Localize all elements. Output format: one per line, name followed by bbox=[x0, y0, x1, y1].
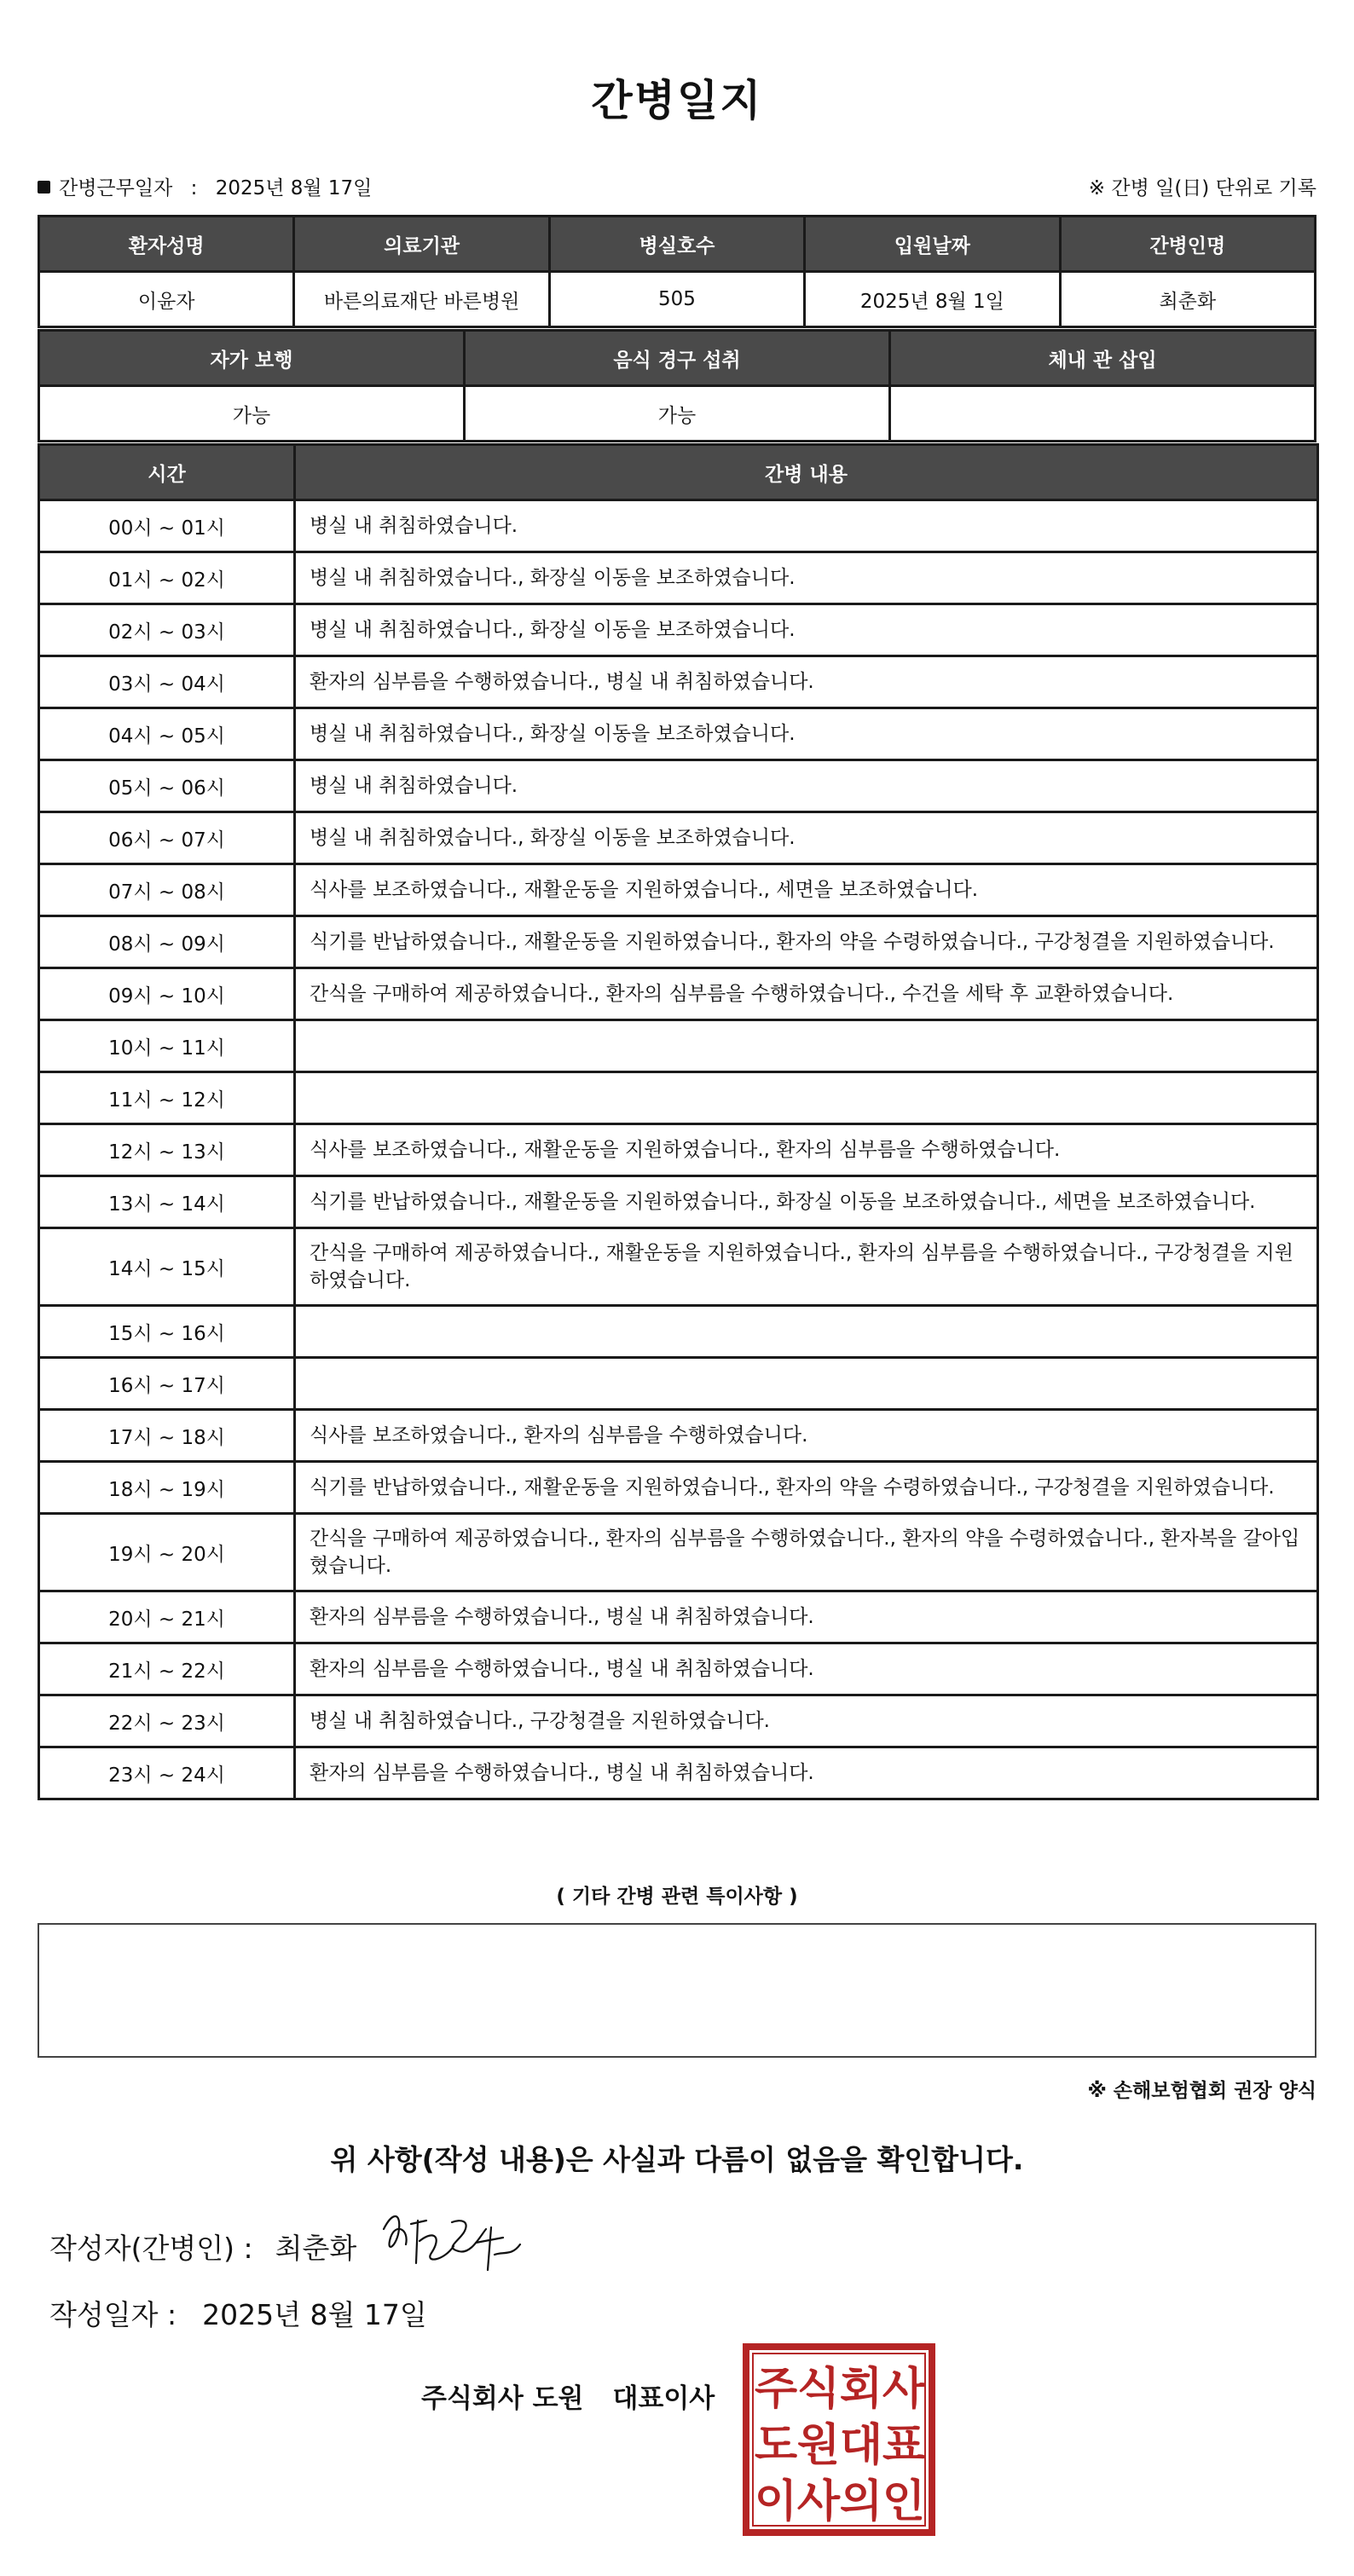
log-time: 03시 ~ 04시 bbox=[39, 656, 295, 708]
log-time: 22시 ~ 23시 bbox=[39, 1695, 295, 1747]
table-row bbox=[39, 1591, 1318, 1643]
seal-character: 식 bbox=[796, 2364, 841, 2415]
table-row bbox=[39, 1358, 1318, 1410]
table-row bbox=[39, 1410, 1318, 1462]
log-content: 환자의 심부름을 수행하였습니다., 병실 내 취침하였습니다. bbox=[295, 656, 1318, 708]
header-caregiver-name: 간병인명 bbox=[1060, 217, 1315, 272]
oral-intake: 가능 bbox=[465, 386, 890, 442]
admission-date: 2025년 8월 1일 bbox=[805, 272, 1060, 327]
company-title: 대표이사 bbox=[612, 2383, 715, 2414]
table-row bbox=[39, 1072, 1318, 1124]
seal-character: 의 bbox=[839, 2476, 883, 2527]
table-row bbox=[39, 708, 1318, 760]
log-content: 환자의 심부름을 수행하였습니다., 병실 내 취침하였습니다. bbox=[295, 1591, 1318, 1643]
log-content: 식사를 보조하였습니다., 환자의 심부름을 수행하였습니다. bbox=[295, 1410, 1318, 1462]
seal-character: 사 bbox=[796, 2476, 841, 2527]
table-row bbox=[39, 1124, 1318, 1176]
log-time: 15시 ~ 16시 bbox=[39, 1306, 295, 1358]
notes-box bbox=[38, 1923, 1316, 2058]
table-row bbox=[39, 604, 1318, 656]
table-row bbox=[39, 500, 1318, 552]
writer-label: 작성자(간병인) : bbox=[49, 2232, 253, 2265]
header-time: 시간 bbox=[39, 445, 295, 500]
unit-note: ※ 간병 일(日) 단위로 기록 bbox=[1088, 177, 1316, 199]
log-time: 21시 ~ 22시 bbox=[39, 1643, 295, 1695]
seal-character: 인 bbox=[882, 2476, 926, 2527]
seal-character: 원 bbox=[796, 2420, 841, 2471]
log-content bbox=[295, 1072, 1318, 1124]
log-content bbox=[295, 1358, 1318, 1410]
table-row bbox=[39, 1462, 1318, 1514]
header-care-content: 간병 내용 bbox=[295, 445, 1318, 500]
association-note: ※ 손해보험협회 권장 양식 bbox=[1087, 2080, 1316, 2102]
header-oral-intake: 음식 경구 섭취 bbox=[465, 331, 890, 386]
log-time: 13시 ~ 14시 bbox=[39, 1176, 295, 1228]
header-admission-date: 입원날짜 bbox=[805, 217, 1060, 272]
handwritten-signature bbox=[375, 2203, 529, 2280]
work-date-separator: : bbox=[190, 177, 198, 199]
log-time: 09시 ~ 10시 bbox=[39, 968, 295, 1020]
log-content: 식기를 반납하였습니다., 재활운동을 지원하였습니다., 환자의 약을 수령하였습니다., 구강청결을 지원하였습니다. bbox=[295, 1462, 1318, 1514]
company-seal bbox=[742, 2342, 936, 2537]
log-time: 06시 ~ 07시 bbox=[39, 812, 295, 864]
log-content: 병실 내 취침하였습니다., 화장실 이동을 보조하였습니다. bbox=[295, 812, 1318, 864]
written-date-line bbox=[49, 2293, 427, 2333]
log-time: 00시 ~ 01시 bbox=[39, 500, 295, 552]
log-time: 05시 ~ 06시 bbox=[39, 760, 295, 812]
bullet-square-icon bbox=[38, 181, 50, 193]
writer-name: 최춘화 bbox=[275, 2232, 357, 2265]
log-content: 간식을 구매하여 제공하였습니다., 재활운동을 지원하였습니다., 환자의 심부름을 수행하였습니다., 구강청결을 지원하였습니다. bbox=[295, 1228, 1318, 1306]
self-walking: 가능 bbox=[39, 386, 465, 442]
written-date-label: 작성일자 : bbox=[49, 2298, 177, 2331]
table-row bbox=[39, 760, 1318, 812]
notes-title: ( 기타 간병 관련 특이사항 ) bbox=[556, 1886, 798, 1908]
work-date bbox=[38, 172, 372, 200]
header-patient-name: 환자성명 bbox=[39, 217, 294, 272]
hospital: 바른의료재단 바른병원 bbox=[294, 272, 549, 327]
log-time: 08시 ~ 09시 bbox=[39, 916, 295, 968]
log-content: 병실 내 취침하였습니다. bbox=[295, 500, 1318, 552]
log-time: 10시 ~ 11시 bbox=[39, 1020, 295, 1072]
log-content: 간식을 구매하여 제공하였습니다., 환자의 심부름을 수행하였습니다., 수건을 세탁 후 교환하였습니다. bbox=[295, 968, 1318, 1020]
log-content: 병실 내 취침하였습니다., 화장실 이동을 보조하였습니다. bbox=[295, 708, 1318, 760]
seal-character: 도 bbox=[754, 2420, 798, 2471]
care-log-table bbox=[38, 443, 1319, 1800]
header-hospital: 의료기관 bbox=[294, 217, 549, 272]
log-content: 병실 내 취침하였습니다., 구강청결을 지원하였습니다. bbox=[295, 1695, 1318, 1747]
table-row bbox=[39, 1020, 1318, 1072]
room-number: 505 bbox=[549, 272, 804, 327]
log-time: 01시 ~ 02시 bbox=[39, 552, 295, 604]
log-content bbox=[295, 1306, 1318, 1358]
table-row bbox=[39, 1228, 1318, 1306]
log-content: 환자의 심부름을 수행하였습니다., 병실 내 취침하였습니다. bbox=[295, 1643, 1318, 1695]
log-time: 19시 ~ 20시 bbox=[39, 1514, 295, 1591]
log-time: 18시 ~ 19시 bbox=[39, 1462, 295, 1514]
work-date-value: 2025년 8월 17일 bbox=[215, 177, 373, 199]
seal-character: 사 bbox=[882, 2364, 926, 2415]
log-content: 간식을 구매하여 제공하였습니다., 환자의 심부름을 수행하였습니다., 환자의 약을 수령하였습니다., 환자복을 갈아입혔습니다. bbox=[295, 1514, 1318, 1591]
log-time: 14시 ~ 15시 bbox=[39, 1228, 295, 1306]
log-time: 17시 ~ 18시 bbox=[39, 1410, 295, 1462]
log-time: 07시 ~ 08시 bbox=[39, 864, 295, 916]
meta-row bbox=[38, 172, 1316, 206]
seal-character: 이 bbox=[754, 2476, 798, 2527]
tube-insertion bbox=[890, 386, 1316, 442]
log-content: 병실 내 취침하였습니다. bbox=[295, 760, 1318, 812]
seal-character: 회 bbox=[839, 2364, 883, 2415]
written-date-value: 2025년 8월 17일 bbox=[202, 2298, 427, 2331]
company-name: 주식회사 도원 bbox=[421, 2383, 584, 2414]
log-time: 20시 ~ 21시 bbox=[39, 1591, 295, 1643]
table-row bbox=[39, 812, 1318, 864]
table-row bbox=[39, 1643, 1318, 1695]
seal-character: 주 bbox=[754, 2364, 798, 2415]
patient-status-table bbox=[38, 329, 1316, 442]
log-time: 02시 ~ 03시 bbox=[39, 604, 295, 656]
confirmation-statement: 위 사항(작성 내용)은 사실과 다름이 없음을 확인합니다. bbox=[330, 2143, 1024, 2176]
log-time: 11시 ~ 12시 bbox=[39, 1072, 295, 1124]
table-row bbox=[39, 1176, 1318, 1228]
seal-character: 표 bbox=[882, 2420, 926, 2471]
table-row bbox=[39, 968, 1318, 1020]
log-time: 16시 ~ 17시 bbox=[39, 1358, 295, 1410]
patient-name: 이윤자 bbox=[39, 272, 294, 327]
log-content: 식사를 보조하였습니다., 재활운동을 지원하였습니다., 환자의 심부름을 수행하였습니다. bbox=[295, 1124, 1318, 1176]
table-row bbox=[39, 656, 1318, 708]
table-row bbox=[39, 1747, 1318, 1799]
company-line bbox=[421, 2377, 715, 2415]
log-content: 병실 내 취침하였습니다., 화장실 이동을 보조하였습니다. bbox=[295, 604, 1318, 656]
log-content: 식기를 반납하였습니다., 재활운동을 지원하였습니다., 환자의 약을 수령하였습니다., 구강청결을 지원하였습니다. bbox=[295, 916, 1318, 968]
seal-character: 대 bbox=[839, 2420, 883, 2471]
log-time: 23시 ~ 24시 bbox=[39, 1747, 295, 1799]
page-title: 간병일지 bbox=[591, 76, 763, 125]
log-content: 식기를 반납하였습니다., 재활운동을 지원하였습니다., 화장실 이동을 보조하였습니다., 세면을 보조하였습니다. bbox=[295, 1176, 1318, 1228]
work-date-label: 간병근무일자 bbox=[59, 177, 173, 199]
log-time: 12시 ~ 13시 bbox=[39, 1124, 295, 1176]
header-room-number: 병실호수 bbox=[549, 217, 804, 272]
table-row bbox=[39, 1306, 1318, 1358]
patient-info-table bbox=[38, 215, 1316, 328]
log-content: 식사를 보조하였습니다., 재활운동을 지원하였습니다., 세면을 보조하였습니다. bbox=[295, 864, 1318, 916]
caregiver-name: 최춘화 bbox=[1060, 272, 1315, 327]
header-self-walking: 자가 보행 bbox=[39, 331, 465, 386]
log-content: 환자의 심부름을 수행하였습니다., 병실 내 취침하였습니다. bbox=[295, 1747, 1318, 1799]
table-row bbox=[39, 1514, 1318, 1591]
log-content: 병실 내 취침하였습니다., 화장실 이동을 보조하였습니다. bbox=[295, 552, 1318, 604]
writer-line bbox=[49, 2227, 356, 2267]
header-tube-insertion: 체내 관 삽입 bbox=[890, 331, 1316, 386]
table-row bbox=[39, 1695, 1318, 1747]
log-time: 04시 ~ 05시 bbox=[39, 708, 295, 760]
table-row bbox=[39, 552, 1318, 604]
table-row bbox=[39, 864, 1318, 916]
table-row bbox=[39, 916, 1318, 968]
log-content bbox=[295, 1020, 1318, 1072]
